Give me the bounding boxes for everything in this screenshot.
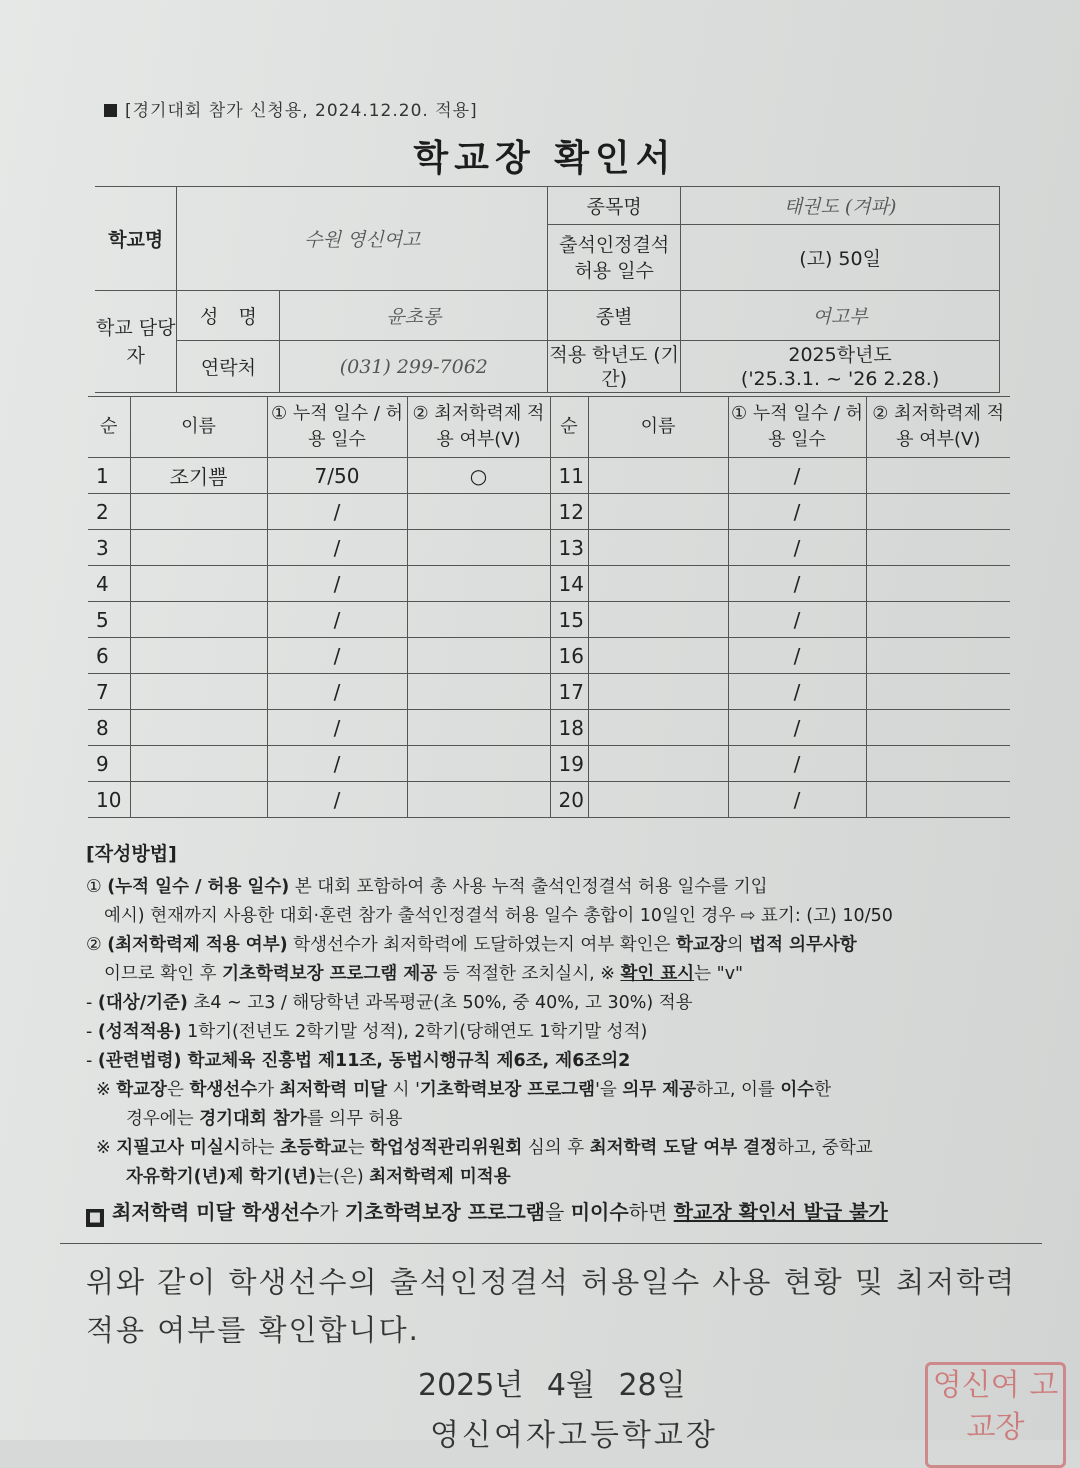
cumulative-days: /: [728, 602, 866, 638]
instruction-text: 초4 ~ 고3 / 해당학년 과목평균(초 50%, 중 40%, 고 30%) 적용: [187, 993, 693, 1013]
student-name: [130, 494, 267, 530]
row-number: 7: [88, 674, 130, 710]
student-name: [588, 530, 728, 566]
student-name: [588, 494, 728, 530]
boxed-arrow-icon: ■: [86, 1209, 104, 1227]
circled-number: ①: [86, 877, 102, 897]
instructions: [86, 840, 1046, 1192]
contact-value: (031) 299-7062: [280, 341, 548, 393]
instruction-bold: 최저학력 도달 여부 결정: [589, 1138, 778, 1158]
school-value: 수원 영신여고: [177, 187, 548, 291]
cumulative-days: /: [728, 674, 866, 710]
instruction-line: [86, 960, 1046, 989]
row-number: 2: [88, 494, 130, 530]
instruction-text: '을: [595, 1080, 623, 1100]
year-label: 적용 학년도 (기간): [548, 341, 681, 393]
row-number: 14: [550, 566, 588, 602]
instructions-heading: [작성방법]: [86, 843, 177, 865]
col-header-name: 이름: [588, 397, 728, 458]
applied-mark: [407, 494, 550, 530]
instruction-text: 이므로 확인 후: [104, 964, 223, 984]
cumulative-days: /: [728, 566, 866, 602]
instruction-text: 등 적절한 조치실시, ※: [437, 964, 621, 984]
instruction-text: 는(은): [316, 1167, 370, 1187]
instruction-text: 은: [166, 1080, 190, 1100]
allowed-value: (고) 50일: [681, 225, 1000, 291]
cumulative-days: /: [728, 746, 866, 782]
row-number: 3: [88, 530, 130, 566]
row-number: 4: [88, 566, 130, 602]
table-row: [88, 638, 1010, 674]
cumulative-days: /: [267, 638, 407, 674]
instruction-bold: 최저학력 미달: [279, 1080, 388, 1100]
applied-mark: [407, 710, 550, 746]
issue-date: 2025년 4월 28일: [418, 1368, 686, 1403]
year-value: 2025학년도: [788, 343, 892, 366]
final-note-text: 하면: [628, 1200, 674, 1224]
row-number: 10: [88, 782, 130, 818]
instruction-line: [86, 1047, 1046, 1076]
applied-mark: [866, 746, 1010, 782]
applied-mark: [866, 710, 1010, 746]
row-number: 20: [550, 782, 588, 818]
instruction-text: 하고, 이를: [696, 1080, 781, 1100]
instruction-bold: 기초학력보장 프로그램 제공: [222, 964, 438, 984]
applied-mark: ○: [407, 458, 550, 494]
cumulative-days: /: [728, 494, 866, 530]
sport-value: 태권도 (겨파): [681, 187, 1000, 225]
instruction-text: 의: [726, 935, 750, 955]
table-row: [88, 746, 1010, 782]
row-number: 15: [550, 602, 588, 638]
applied-mark: [407, 530, 550, 566]
note-mark: ※: [96, 1138, 111, 1158]
allowed-label: 출석인정결석 허용 일수: [548, 225, 681, 291]
year-cell: [681, 341, 1000, 393]
student-name: [588, 602, 728, 638]
confirmation-text: 위와 같이 학생선수의 출석인정결석 허용일수 사용 현황 및 최저학력 적용 여부를 확인합니다.: [86, 1265, 1017, 1347]
final-note-bold: 기초학력보장 프로그램: [344, 1200, 545, 1224]
dash: -: [86, 993, 93, 1013]
principal-signature: 영신여자고등학교장: [430, 1418, 718, 1453]
instruction-text: 심의 후: [522, 1138, 590, 1158]
student-name: [588, 710, 728, 746]
instruction-bold: 이수: [780, 1080, 815, 1100]
cumulative-days: /: [728, 782, 866, 818]
instruction-text: 한: [814, 1080, 832, 1100]
instruction-bold: 학교장: [676, 935, 727, 955]
student-name: [588, 458, 728, 494]
instruction-text: 경우에는: [126, 1109, 200, 1129]
student-name: [130, 746, 267, 782]
instruction-bold: 확인 표시: [620, 964, 695, 984]
student-name: [130, 782, 267, 818]
final-note-bold: 최저학력 미달 학생선수: [112, 1200, 320, 1224]
student-name: [130, 530, 267, 566]
contact-label: 연락처: [177, 341, 280, 393]
applied-mark: [407, 638, 550, 674]
info-table: [95, 186, 1000, 393]
row-number: 9: [88, 746, 130, 782]
student-name: [130, 710, 267, 746]
row-number: 8: [88, 710, 130, 746]
students-table-body: [88, 458, 1010, 818]
applied-mark: [407, 782, 550, 818]
instruction-text: 시 ': [387, 1080, 420, 1100]
divider: [60, 1243, 1042, 1244]
table-row: [88, 602, 1010, 638]
instruction-text: 예시) 현재까지 사용한 대회·훈련 참가 출석인정결석 허용 일수 총합이 10일인 경우 ⇨ 표기: (고) 10/50: [104, 906, 893, 926]
period-value: ('25.3.1. ~ '26 2.28.): [740, 367, 940, 390]
instruction-text: 하고, 중학교: [777, 1138, 873, 1158]
instruction-text: 학생선수가 최저학력에 도달하였는지 여부 확인은: [287, 935, 676, 955]
category-value: 여고부: [681, 291, 1000, 341]
instruction-text: 를 의무 허용: [306, 1109, 403, 1129]
cumulative-days: /: [267, 674, 407, 710]
cumulative-days: /: [267, 710, 407, 746]
instruction-text: 본 대회 포함하여 총 사용 누적 출석인정결석 허용 일수를 기입: [289, 877, 768, 897]
instruction-bold: 지필고사 미실시: [116, 1138, 241, 1158]
cumulative-days: /: [267, 782, 407, 818]
applied-mark: [866, 458, 1010, 494]
row-number: 17: [550, 674, 588, 710]
col-header-applied: ② 최저학력제 적용 여부(V): [866, 397, 1010, 458]
table-row: [88, 674, 1010, 710]
instruction-bold: 의무 제공: [622, 1080, 697, 1100]
instruction-line: [86, 931, 1046, 960]
students-table: [88, 396, 1010, 818]
row-number: 11: [550, 458, 588, 494]
row-number: 16: [550, 638, 588, 674]
instruction-bold: (최저학력제 적용 여부): [107, 935, 288, 955]
col-header-no: 순: [88, 397, 130, 458]
row-number: 5: [88, 602, 130, 638]
instruction-bold: 학교체육 진흥법 제11조, 동법시행규칙 제6조, 제6조의2: [181, 1051, 631, 1071]
instruction-bold: (관련법령): [97, 1051, 182, 1071]
cumulative-days: /: [728, 530, 866, 566]
instruction-bold: 기초학력보장 프로그램: [419, 1080, 596, 1100]
instruction-bold: 경기대회 참가: [199, 1109, 307, 1129]
student-name: [588, 566, 728, 602]
cumulative-days: /: [267, 746, 407, 782]
applied-mark: [866, 530, 1010, 566]
applied-mark: [866, 674, 1010, 710]
instruction-text: 가: [257, 1080, 280, 1100]
instruction-bold: 최저학력제 미적용: [369, 1167, 511, 1187]
instruction-bold: 학교장: [116, 1080, 167, 1100]
instruction-text: 는: [347, 1138, 371, 1158]
instruction-line: [86, 873, 1046, 902]
col-header-applied: ② 최저학력제 적용 여부(V): [407, 397, 550, 458]
cumulative-days: /: [267, 494, 407, 530]
name-label: 성 명: [177, 291, 280, 341]
row-number: 18: [550, 710, 588, 746]
col-header-name: 이름: [130, 397, 267, 458]
instruction-line: [86, 1134, 1046, 1163]
applied-mark: [407, 674, 550, 710]
instruction-bold: 학생선수: [189, 1080, 258, 1100]
instruction-line: [86, 1105, 1046, 1134]
row-number: 13: [550, 530, 588, 566]
dash: -: [86, 1022, 93, 1042]
instruction-bold: 자유학기(년)제 학기(년): [126, 1167, 317, 1187]
table-row: [88, 710, 1010, 746]
col-header-days: ① 누적 일수 / 허용 일수: [267, 397, 407, 458]
student-name: [588, 782, 728, 818]
table-row: [88, 458, 1010, 494]
applied-mark: [866, 602, 1010, 638]
note-mark: ※: [96, 1080, 111, 1100]
cumulative-days: /: [267, 566, 407, 602]
cumulative-days: /: [728, 458, 866, 494]
student-name: [130, 638, 267, 674]
instruction-text: 하는: [240, 1138, 281, 1158]
category-label: 종별: [548, 291, 681, 341]
instruction-line: [86, 1018, 1046, 1047]
sport-label: 종목명: [548, 187, 681, 225]
instruction-bold: (누적 일수 / 허용 일수): [107, 877, 290, 897]
instruction-bold: (성적적용): [97, 1022, 182, 1042]
final-note-text: 을: [545, 1200, 571, 1224]
manager-label: 학교 담당자: [95, 291, 177, 393]
applied-mark: [407, 566, 550, 602]
row-number: 12: [550, 494, 588, 530]
final-note: [86, 1196, 888, 1227]
instruction-bold: 초등학교: [280, 1138, 348, 1158]
name-value: 윤초롱: [280, 291, 548, 341]
table-row: [88, 782, 1010, 818]
instruction-line: [86, 989, 1046, 1018]
row-number: 6: [88, 638, 130, 674]
instruction-text: 1학기(전년도 2학기말 성적), 2학기(당해연도 1학기말 성적): [181, 1022, 648, 1042]
table-row: [88, 494, 1010, 530]
student-name: [130, 566, 267, 602]
col-header-no: 순: [550, 397, 588, 458]
instruction-text: 는 "v": [694, 964, 744, 984]
row-number: 1: [88, 458, 130, 494]
header-note-text: [경기대회 참가 신청용, 2024.12.20. 적용]: [125, 101, 478, 121]
circled-number: ②: [86, 935, 102, 955]
instruction-line: [86, 902, 1046, 931]
applied-mark: [407, 602, 550, 638]
school-label: 학교명: [95, 187, 177, 291]
cumulative-days: /: [267, 602, 407, 638]
cumulative-days: 7/50: [267, 458, 407, 494]
instruction-line: [86, 1076, 1046, 1105]
applied-mark: [866, 638, 1010, 674]
header-note: [104, 96, 478, 121]
square-bullet-icon: [104, 104, 117, 117]
applied-mark: [407, 746, 550, 782]
instruction-line: [86, 1163, 1046, 1192]
final-note-text: 가: [319, 1200, 345, 1224]
applied-mark: [866, 566, 1010, 602]
instruction-bold: 법적 의무사항: [749, 935, 857, 955]
final-note-bold: 미이수: [570, 1200, 629, 1224]
applied-mark: [866, 494, 1010, 530]
student-name: [130, 602, 267, 638]
student-name: [588, 638, 728, 674]
student-name: [588, 674, 728, 710]
student-name: [588, 746, 728, 782]
dash: -: [86, 1051, 93, 1071]
instruction-bold: (대상/기준): [97, 993, 188, 1013]
final-note-underlined: 학교장 확인서 발급 불가: [673, 1200, 888, 1224]
applied-mark: [866, 782, 1010, 818]
student-name: [130, 674, 267, 710]
student-name: 조기쁨: [130, 458, 267, 494]
cumulative-days: /: [728, 710, 866, 746]
row-number: 19: [550, 746, 588, 782]
col-header-days: ① 누적 일수 / 허용 일수: [728, 397, 866, 458]
table-row: [88, 530, 1010, 566]
instruction-bold: 학업성적관리위원회: [370, 1138, 523, 1158]
cumulative-days: /: [267, 530, 407, 566]
table-row: [88, 566, 1010, 602]
official-seal: 영신여 고교장: [925, 1362, 1066, 1468]
page-title: 학교장 확인서: [413, 138, 677, 179]
cumulative-days: /: [728, 638, 866, 674]
